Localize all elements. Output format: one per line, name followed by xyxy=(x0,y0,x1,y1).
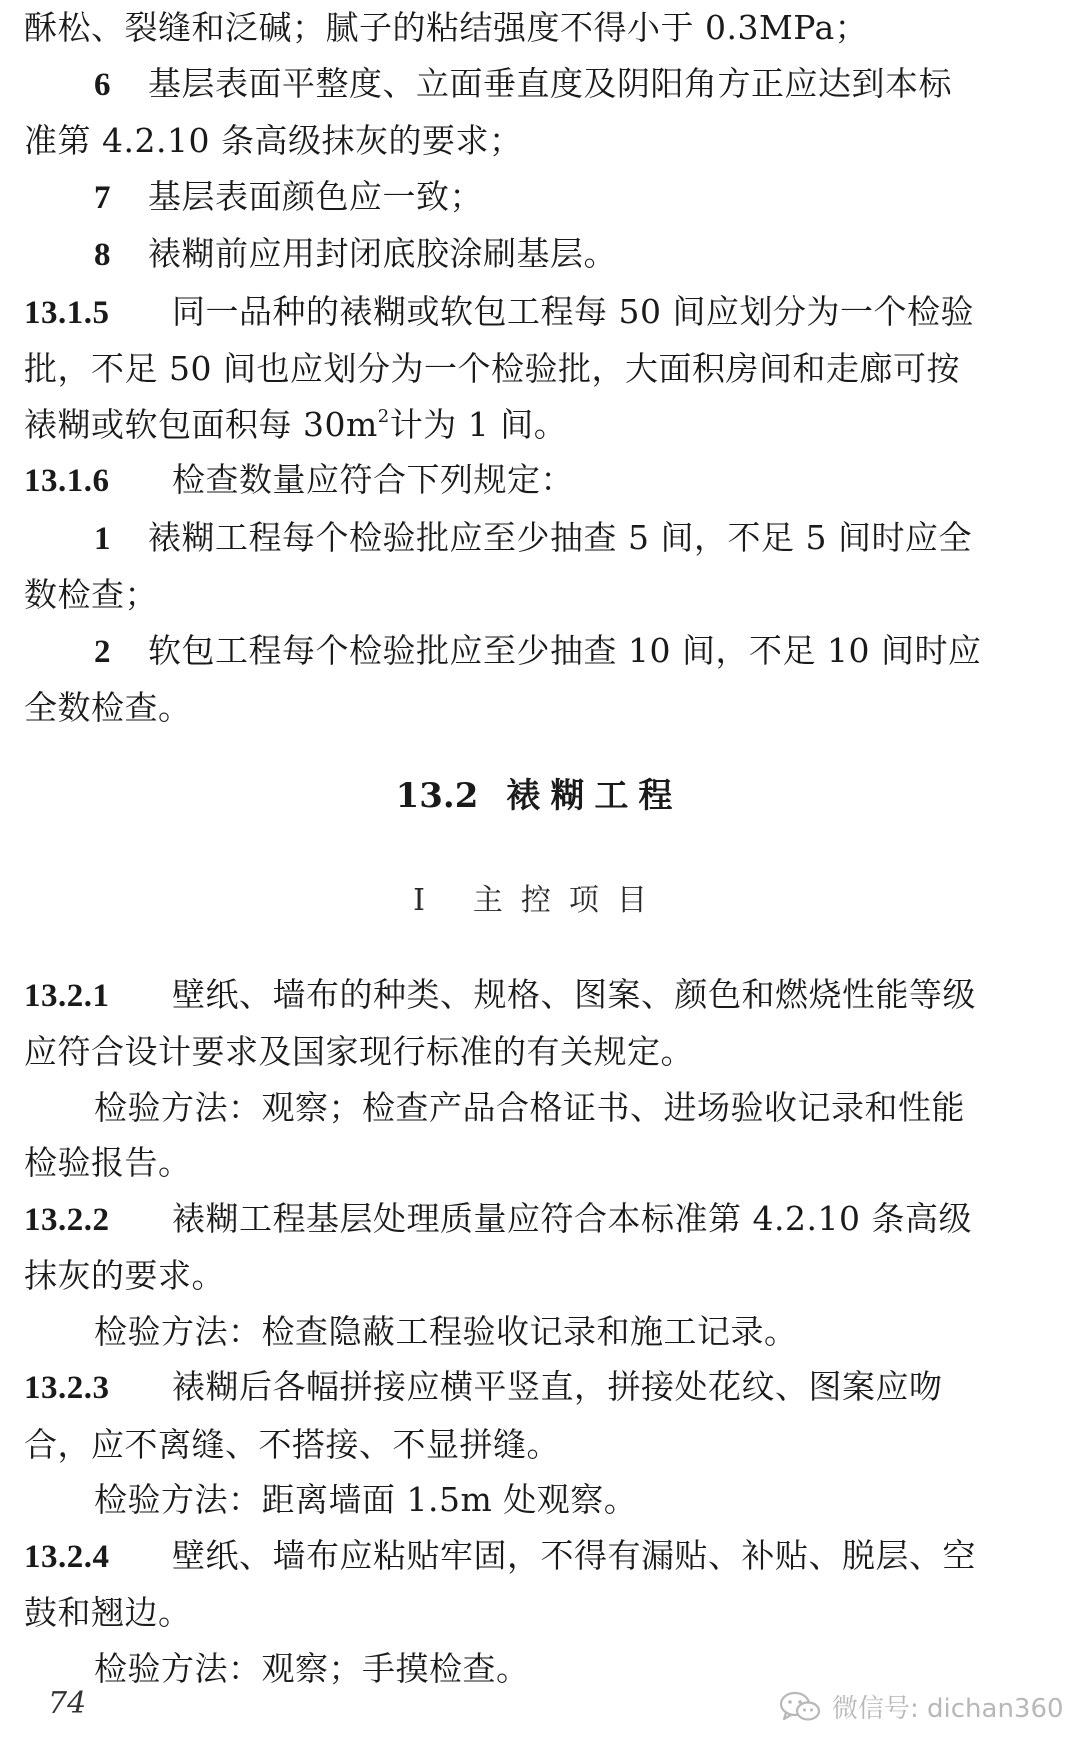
list-item xyxy=(24,226,1054,284)
clause-line xyxy=(24,1191,1054,1249)
section-heading: 裱糊工程 xyxy=(506,775,683,816)
document-page xyxy=(24,0,1054,1696)
list-item xyxy=(24,169,1054,227)
clause-line xyxy=(24,284,1054,342)
text-segment: 计为 1 间。 xyxy=(389,404,568,444)
clause-number: 13.2.1 xyxy=(24,977,110,1014)
watermark-text: 微信号: dichan360 xyxy=(832,1694,1064,1724)
clause-text: 壁纸、墙布的种类、规格、图案、颜色和燃烧性能等级 xyxy=(172,974,976,1014)
clause-number: 13.2.4 xyxy=(24,1538,110,1575)
subsection-roman: Ⅰ xyxy=(413,882,443,918)
watermark xyxy=(778,1688,1064,1725)
inspection-method: 检验方法：观察；检查产品合格证书、进场验收记录和性能 xyxy=(94,1087,965,1127)
inspection-method: 检验方法：观察；手摸检查。 xyxy=(94,1648,530,1688)
list-item xyxy=(24,56,1054,114)
item-text: 软包工程每个检验批应至少抽查 10 间，不足 10 间时应 xyxy=(148,630,982,670)
item-text: 基层表面平整度、立面垂直度及阴阳角方正应达到本标 xyxy=(148,63,952,103)
text-line: 准第 4.2.10 条高级抹灰的要求； xyxy=(24,121,523,160)
clause-text: 检查数量应符合下列规定： xyxy=(172,460,574,499)
text-block-bottom xyxy=(24,967,1054,1697)
section-title xyxy=(24,741,1054,851)
text-block-top xyxy=(24,0,1054,736)
item-text: 裱糊前应用封闭底胶涂刷基层。 xyxy=(148,234,617,273)
text-line: 检验报告。 xyxy=(24,1143,192,1182)
list-item xyxy=(24,623,1054,681)
clause-number: 13.1.5 xyxy=(24,294,110,331)
subsection-heading: 主控项目 xyxy=(472,882,665,918)
text-line: 数检查； xyxy=(24,575,158,614)
subsection-title xyxy=(24,851,1054,951)
clause-line xyxy=(24,1528,1054,1586)
clause-line xyxy=(24,1359,1054,1417)
text-line: 合，应不离缝、不搭接、不显拼缝。 xyxy=(24,1424,560,1464)
item-number: 8 xyxy=(94,237,111,273)
item-text: 裱糊工程每个检验批应至少抽查 5 间，不足 5 间时应全 xyxy=(148,517,972,557)
text-line xyxy=(24,397,1054,453)
clause-line xyxy=(24,967,1054,1025)
section-number: 13.2 xyxy=(395,775,479,816)
item-number: 1 xyxy=(94,520,111,557)
inspection-method: 检验方法：距离墙面 1.5m 处观察。 xyxy=(94,1480,638,1519)
clause-text: 壁纸、墙布应粘贴牢固，不得有漏贴、补贴、脱层、空 xyxy=(172,1535,976,1575)
text-line: 全数检查。 xyxy=(24,688,192,727)
text-line: 应符合设计要求及国家现行标准的有关规定。 xyxy=(24,1032,694,1071)
clause-number: 13.1.6 xyxy=(24,463,110,499)
list-item xyxy=(24,510,1054,568)
item-number: 2 xyxy=(94,633,111,670)
wechat-icon xyxy=(778,1689,822,1725)
text-segment: 裱糊或软包面积每 30m xyxy=(24,404,378,444)
clause-text: 裱糊工程基层处理质量应符合本标准第 4.2.10 条高级 xyxy=(172,1198,972,1238)
item-number: 6 xyxy=(94,66,111,103)
clause-number: 13.2.2 xyxy=(24,1201,110,1238)
clause-line xyxy=(24,452,1054,510)
text-line: 抹灰的要求。 xyxy=(24,1256,225,1295)
text-line: 鼓和翘边。 xyxy=(24,1593,192,1632)
inspection-method: 检验方法：检查隐蔽工程验收记录和施工记录。 xyxy=(94,1311,798,1351)
clause-text: 裱糊后各幅拼接应横平竖直，拼接处花纹、图案应吻 xyxy=(172,1367,943,1406)
clause-text: 同一品种的裱糊或软包工程每 50 间应划分为一个检验 xyxy=(172,291,974,331)
text-line: 批，不足 50 间也应划分为一个检验批，大面积房间和走廊可按 xyxy=(24,349,960,388)
page-number: 74 xyxy=(48,1686,87,1721)
superscript: 2 xyxy=(377,405,390,427)
text-line: 酥松、裂缝和泛碱；腻子的粘结强度不得小于 0.3MPa； xyxy=(24,8,869,47)
item-number: 7 xyxy=(94,179,111,216)
item-text: 基层表面颜色应一致； xyxy=(148,176,483,216)
clause-number: 13.2.3 xyxy=(24,1370,110,1406)
